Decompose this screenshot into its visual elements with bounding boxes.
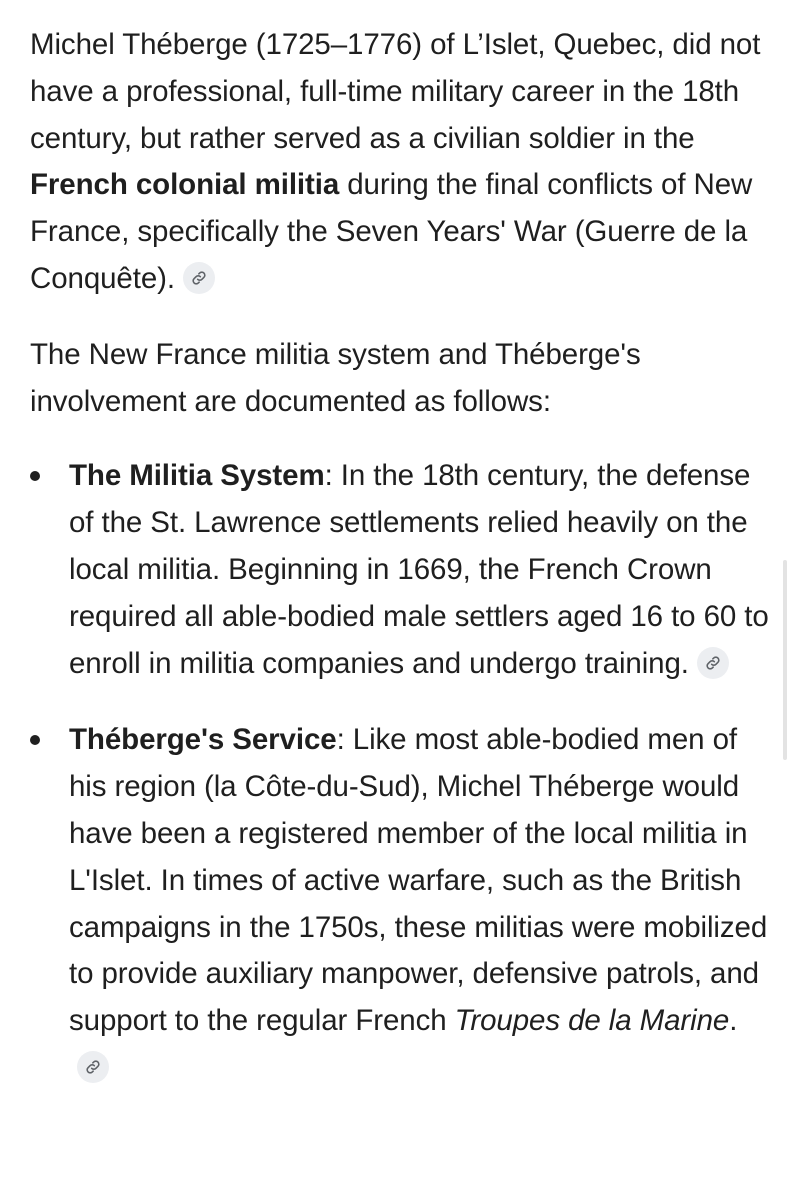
- scrollbar[interactable]: [783, 560, 787, 760]
- bullet-text: : In the 18th century, the defense of the St. Lawrence settlements relied heavily on the local militia. Beginning in 1669, the French Crown required all able-bodied male settlers aged 16 to 60 to enroll in militia companies and undergo training.: [69, 459, 769, 680]
- bullet-text-end: .: [729, 1004, 738, 1038]
- link-icon: [191, 270, 207, 286]
- intro-bold-term: French colonial militia: [30, 168, 340, 202]
- source-link-button[interactable]: [697, 647, 729, 679]
- link-icon: [85, 1059, 101, 1075]
- intro-text: Michel Théberge (1725–1776) of L’Islet, Quebec, did not have a professional, full-time military career in the 18th century, but rather served as a civilian soldier in the: [30, 28, 761, 155]
- list-item: [30, 453, 775, 687]
- bullet-dot: [30, 471, 40, 481]
- source-link-button[interactable]: [183, 262, 215, 294]
- list-item: [30, 717, 775, 1091]
- lead-paragraph: The New France militia system and Théberge's involvement are documented as follows:: [30, 337, 641, 418]
- bullet-title: Théberge's Service: [69, 723, 337, 757]
- bullet-dot: [30, 735, 40, 745]
- response-content: [30, 22, 775, 1092]
- link-icon: [705, 655, 721, 671]
- intro-paragraph: [30, 22, 775, 303]
- intro-text-end: during the final conflicts of New France, specifically the Seven Years' War (Guerre de la Conquête).: [30, 168, 753, 295]
- bullet-text: : Like most able-bodied men of his region (la Côte-du-Sud), Michel Théberge would have been a registered member of the local militia in L'Islet. In times of active warfare, such as the British campaigns in the 1750s, these militias were mobilized to provide auxiliary manpower, defensive patrols, and support to the regular French: [69, 723, 768, 1038]
- source-link-button[interactable]: [77, 1051, 109, 1083]
- bullet-title: The Militia System: [69, 459, 325, 493]
- bullet-italic-term: Troupes de la Marine: [454, 1004, 730, 1038]
- bullet-list: [30, 453, 775, 1091]
